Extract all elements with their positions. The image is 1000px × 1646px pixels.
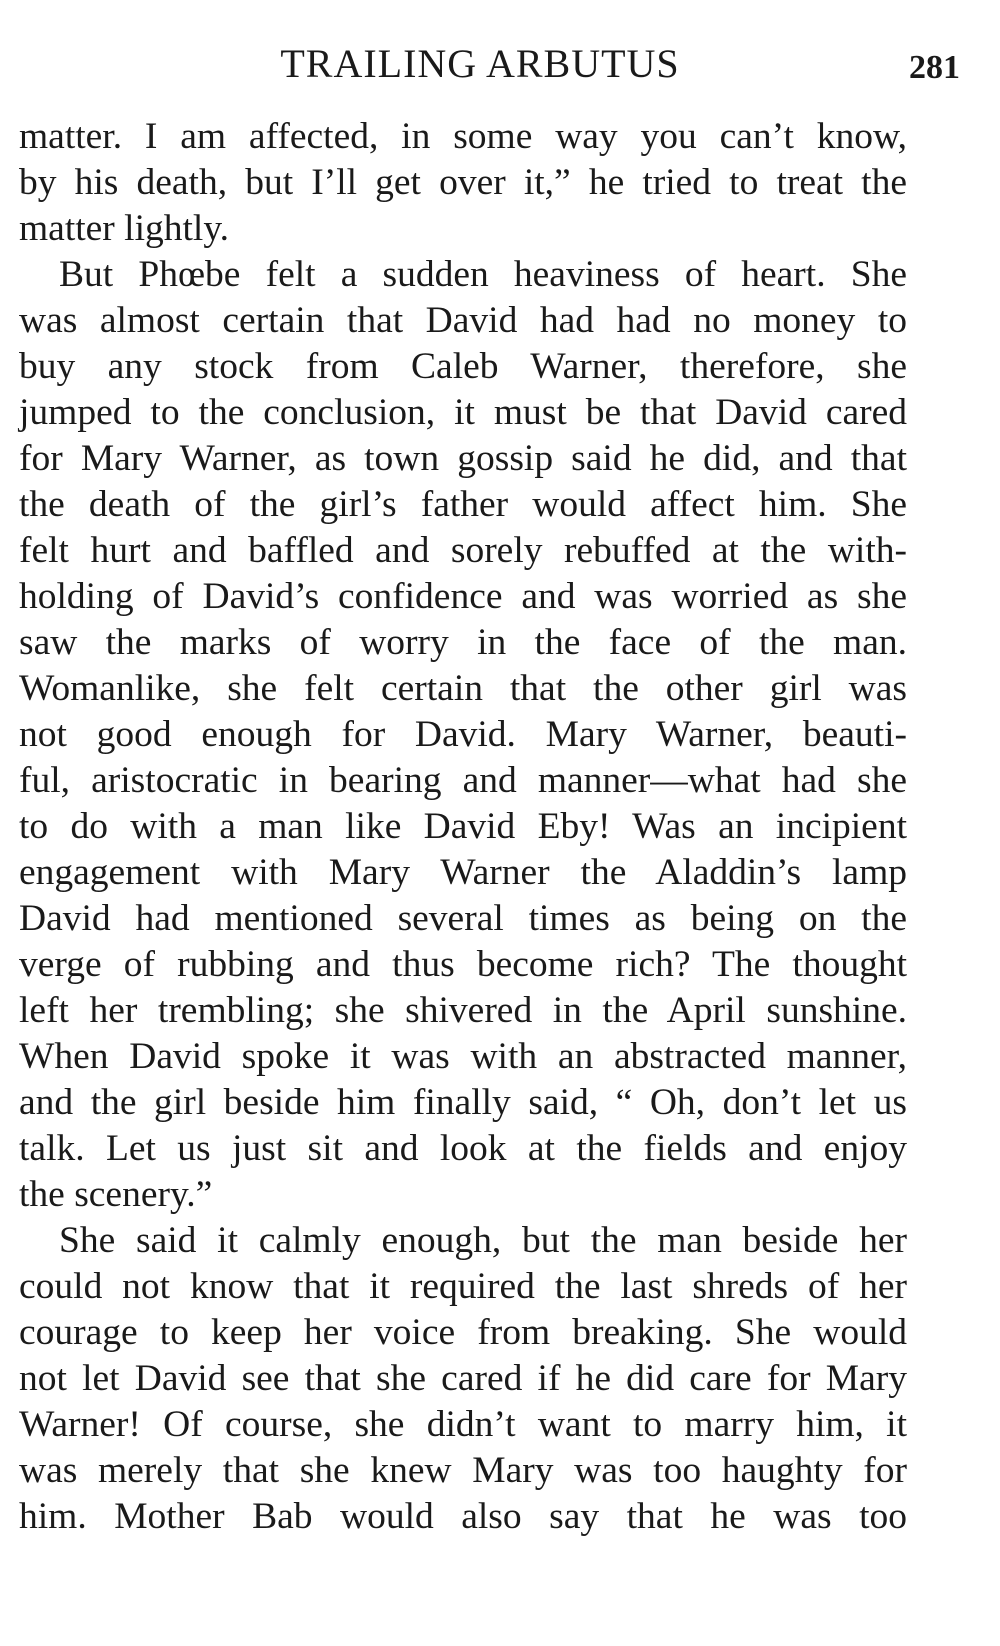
running-head — [20, 38, 960, 90]
text-line: saw the marks of worry in the face of the man. — [19, 622, 907, 663]
text-line: talk. Let us just sit and look at the fields and enjoy — [19, 1128, 907, 1169]
text-line: not let David see that she cared if he did care for Mary — [19, 1358, 907, 1399]
text-line: She said it calmly enough, but the man beside her — [59, 1220, 907, 1261]
text-line: engagement with Mary Warner the Aladdin’s lamp — [19, 852, 907, 893]
text-line: Warner! Of course, she didn’t want to marry him, it — [19, 1404, 907, 1445]
text-line: the death of the girl’s father would affect him. She — [19, 484, 907, 525]
text-line: him. Mother Bab would also say that he was too — [19, 1496, 907, 1537]
text-line: by his death, but I’ll get over it,” he tried to treat the — [19, 162, 907, 203]
text-line: holding of David’s confidence and was worried as she — [19, 576, 907, 617]
text-line: the scenery.” — [19, 1174, 213, 1215]
text-line: for Mary Warner, as town gossip said he did, and that — [19, 438, 907, 479]
text-line: ful, aristocratic in bearing and manner—what had she — [19, 760, 907, 801]
text-line: Womanlike, she felt certain that the other girl was — [19, 668, 907, 709]
text-line: verge of rubbing and thus become rich? The thought — [19, 944, 907, 985]
text-line: courage to keep her voice from breaking. She would — [19, 1312, 907, 1353]
text-line: jumped to the conclusion, it must be that David cared — [19, 392, 907, 433]
text-line: left her trembling; she shivered in the April sunshine. — [19, 990, 907, 1031]
text-line: buy any stock from Caleb Warner, therefore, she — [19, 346, 907, 387]
text-line: When David spoke it was with an abstracted manner, — [19, 1036, 907, 1077]
text-line: not good enough for David. Mary Warner, beauti- — [19, 714, 907, 755]
text-line: But Phœbe felt a sudden heaviness of heart. She — [59, 254, 907, 295]
text-line: was merely that she knew Mary was too haughty for — [19, 1450, 907, 1491]
text-line: was almost certain that David had had no money to — [19, 300, 907, 341]
text-line: matter lightly. — [19, 208, 230, 249]
text-line: matter. I am affected, in some way you can’t know, — [19, 116, 907, 157]
text-line: could not know that it required the last shreds of her — [19, 1266, 907, 1307]
running-title: TRAILING ARBUTUS — [280, 41, 680, 86]
body-text — [19, 114, 907, 1540]
text-line: to do with a man like David Eby! Was an incipient — [19, 806, 907, 847]
text-line: David had mentioned several times as being on the — [19, 898, 907, 939]
page-number: 281 — [909, 49, 960, 86]
text-line: and the girl beside him finally said, “ Oh, don’t let us — [19, 1082, 907, 1123]
text-line: felt hurt and baffled and sorely rebuffed at the with- — [19, 530, 907, 571]
